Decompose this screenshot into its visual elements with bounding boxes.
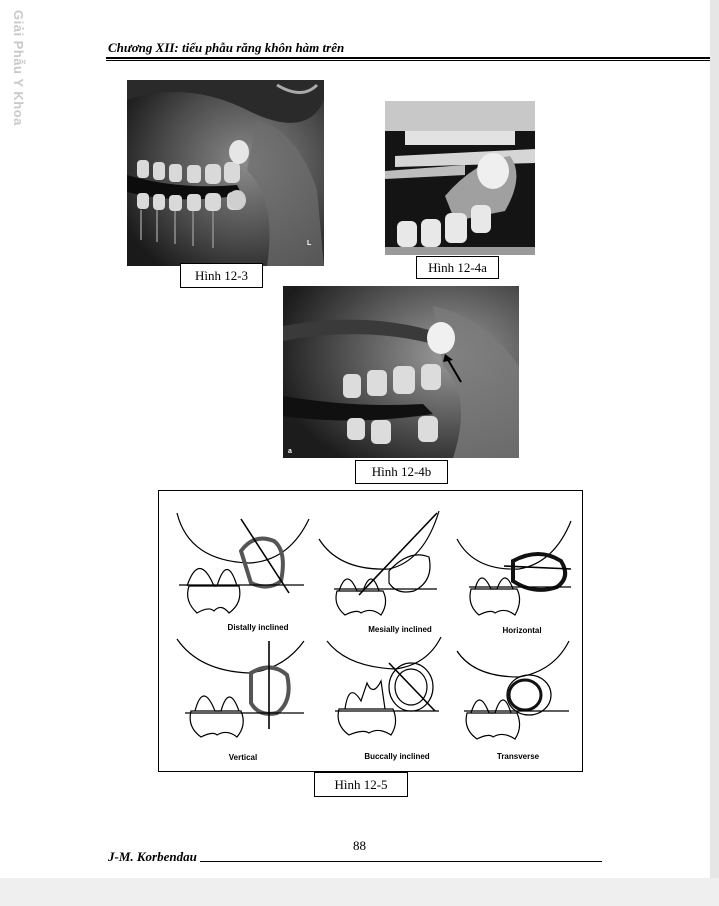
- caption-figure-12-4a: Hình 12-4a: [416, 256, 499, 279]
- caption-figure-12-5: Hình 12-5: [314, 772, 408, 797]
- header-rule-thin: [106, 60, 710, 61]
- chapter-header: Chương XII: tiểu phẫu răng khôn hàm trên: [108, 40, 345, 55]
- footer-author: J-M. Korbendau: [108, 849, 197, 864]
- diagram-figure-12-5: [158, 490, 583, 772]
- panel-mesially-inclined: [319, 511, 439, 615]
- panel-transverse: [457, 641, 569, 739]
- page-number: 88: [353, 838, 366, 853]
- footer-rule: [200, 861, 602, 862]
- label-mesially-inclined: Mesially inclined: [368, 625, 432, 634]
- label-horizontal: Horizontal: [502, 626, 542, 635]
- xray-marker-l: L: [307, 240, 312, 247]
- panel-horizontal: [457, 521, 571, 615]
- label-vertical: Vertical: [228, 753, 258, 762]
- watermark: Giải Phẫu Y Khoa: [11, 10, 26, 126]
- label-transverse: Transverse: [496, 752, 540, 761]
- caption-figure-12-3: Hình 12-3: [180, 263, 263, 288]
- xray-figure-12-4b: [283, 286, 519, 458]
- header-rule: [106, 57, 710, 59]
- page-edge-right: [710, 0, 719, 906]
- label-buccally-inclined: Buccally inclined: [364, 752, 430, 761]
- page-edge-bottom: [0, 878, 719, 906]
- panel-buccally-inclined: [327, 637, 441, 735]
- caption-figure-12-4b: Hình 12-4b: [355, 460, 448, 484]
- xray-marker-a: a: [288, 448, 292, 455]
- xray-figure-12-4a: [385, 101, 535, 255]
- xray-figure-12-3: [127, 80, 324, 266]
- panel-vertical: [177, 639, 304, 737]
- label-distally-inclined: Distally inclined: [227, 623, 289, 632]
- panel-distally-inclined: [177, 513, 309, 613]
